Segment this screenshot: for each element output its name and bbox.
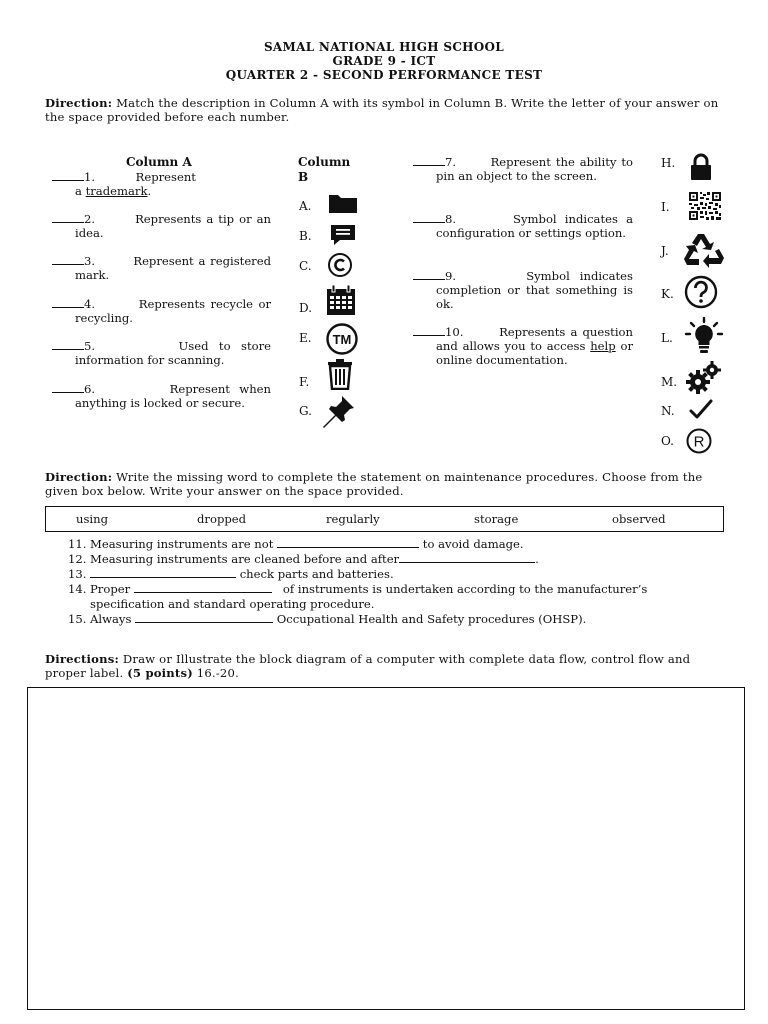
answer-blank[interactable] bbox=[52, 339, 84, 350]
question-2: 2. Represents a tip or an idea. bbox=[52, 212, 271, 240]
symbol-letter-g: G. bbox=[299, 404, 312, 418]
gears-icon bbox=[686, 360, 722, 394]
trademark-link: trademark bbox=[85, 184, 148, 198]
pushpin-icon bbox=[322, 394, 358, 428]
grade-title: GRADE 9 - ICT bbox=[332, 54, 436, 68]
points-label: (5 points) bbox=[127, 666, 193, 680]
question-3: 3. Represent a registered mark. bbox=[52, 254, 271, 282]
school-name: SAMAL NATIONAL HIGH SCHOOL bbox=[263, 40, 505, 54]
direction-text: Draw or Illustrate the block diagram of a computer with complete data flow, control flow and proper label. bbox=[45, 652, 691, 680]
fill-blank[interactable] bbox=[399, 552, 535, 563]
lock-icon bbox=[690, 153, 712, 181]
symbol-letter-n: N. bbox=[661, 404, 675, 418]
fill-blank[interactable] bbox=[134, 582, 272, 593]
symbol-letter-m: M. bbox=[661, 375, 678, 389]
symbol-letter-f: F. bbox=[299, 375, 310, 389]
symbol-letter-h: H. bbox=[661, 156, 676, 170]
answer-blank[interactable] bbox=[413, 325, 445, 336]
symbol-letter-c: C. bbox=[299, 259, 312, 273]
answer-blank[interactable] bbox=[52, 382, 84, 393]
fill-blank[interactable] bbox=[135, 612, 273, 623]
direction-text: Match the description in Column A with its symbol in Column B. Write the letter of your answer on the space provided before each number. bbox=[45, 96, 719, 124]
test-title: QUARTER 2 - SECOND PERFORMANCE TEST bbox=[225, 68, 543, 82]
direction-part3 bbox=[45, 652, 725, 680]
answer-blank[interactable] bbox=[413, 155, 445, 166]
answer-blank[interactable] bbox=[413, 269, 445, 280]
question-4: 4. Represents recycle or recycling. bbox=[52, 297, 271, 325]
direction-label: Directions: bbox=[45, 652, 119, 666]
column-b-title: Column B bbox=[298, 155, 351, 184]
symbol-letter-d: D. bbox=[299, 301, 313, 315]
symbol-letter-a: A. bbox=[299, 199, 312, 213]
word-option: storage bbox=[474, 512, 519, 526]
help-link: help bbox=[590, 339, 616, 353]
word-option: observed bbox=[612, 512, 666, 526]
answer-blank[interactable] bbox=[52, 170, 84, 181]
fill-blank[interactable] bbox=[277, 537, 419, 548]
copyright-icon bbox=[327, 252, 353, 278]
direction-part2 bbox=[45, 470, 725, 498]
chat-bubble-icon bbox=[329, 223, 357, 247]
question-14: 14. Proper of instruments is undertaken according to the manufacturer’s specification and standard operating procedure. bbox=[68, 582, 648, 611]
drawing-area[interactable] bbox=[27, 687, 745, 1010]
symbol-letter-k: K. bbox=[661, 287, 674, 301]
column-a-title: Column A bbox=[126, 155, 192, 169]
word-option: dropped bbox=[197, 512, 247, 526]
question-7: 7. Represent the ability to pin an object to the screen. bbox=[413, 155, 633, 183]
question-12: 12. Measuring instruments are cleaned before and after . bbox=[68, 552, 539, 566]
svg-text:TM: TM bbox=[332, 332, 352, 347]
symbol-letter-e: E. bbox=[299, 331, 312, 345]
answer-blank[interactable] bbox=[52, 297, 84, 308]
fill-blank[interactable] bbox=[90, 567, 236, 578]
symbol-letter-b: B. bbox=[299, 229, 312, 243]
question-13: 13. check parts and batteries. bbox=[68, 567, 394, 581]
qr-code-icon bbox=[689, 192, 721, 220]
checkmark-icon bbox=[689, 399, 713, 421]
symbol-letter-j: J. bbox=[661, 244, 669, 258]
answer-blank[interactable] bbox=[52, 254, 84, 265]
calendar-icon bbox=[325, 284, 357, 316]
symbol-letter-o: O. bbox=[661, 434, 674, 448]
question-5: 5. Used to store information for scanning. bbox=[52, 339, 271, 367]
word-option: using bbox=[76, 512, 109, 526]
registered-icon bbox=[686, 428, 712, 454]
trademark-icon bbox=[325, 323, 359, 355]
direction-text: Write the missing word to complete the statement on maintenance procedures. Choose from the given box below. Write your answer on the space provided. bbox=[45, 470, 703, 498]
trash-icon bbox=[326, 358, 354, 390]
question-1: 1. Represent a trademark. bbox=[52, 170, 271, 198]
answer-blank[interactable] bbox=[413, 212, 445, 223]
question-15: 15. Always Occupational Health and Safety procedures (OHSP). bbox=[68, 612, 587, 626]
direction-label: Direction: bbox=[45, 470, 113, 484]
symbol-letter-l: L. bbox=[661, 331, 673, 345]
lightbulb-icon bbox=[684, 317, 724, 355]
question-6: 6. Represent when anything is locked or secure. bbox=[52, 382, 271, 410]
symbol-letter-i: I. bbox=[661, 200, 670, 214]
direction-part1 bbox=[45, 96, 725, 124]
word-option: regularly bbox=[326, 512, 380, 526]
folder-icon bbox=[328, 192, 358, 214]
item-range: 16.-20. bbox=[196, 666, 239, 680]
direction-label: Direction: bbox=[45, 96, 113, 110]
question-9: 9. Symbol indicates completion or that something is ok. bbox=[413, 269, 633, 311]
question-icon bbox=[684, 275, 718, 309]
svg-text:R: R bbox=[693, 433, 705, 451]
question-11: 11. Measuring instruments are not to avoid damage. bbox=[68, 537, 524, 551]
word-box bbox=[45, 506, 724, 532]
answer-blank[interactable] bbox=[52, 212, 84, 223]
recycle-icon bbox=[683, 232, 725, 268]
question-10: 10. Represents a question and allows you to access help or online documentation. bbox=[413, 325, 633, 367]
question-8: 8. Symbol indicates a configuration or settings option. bbox=[413, 212, 633, 240]
